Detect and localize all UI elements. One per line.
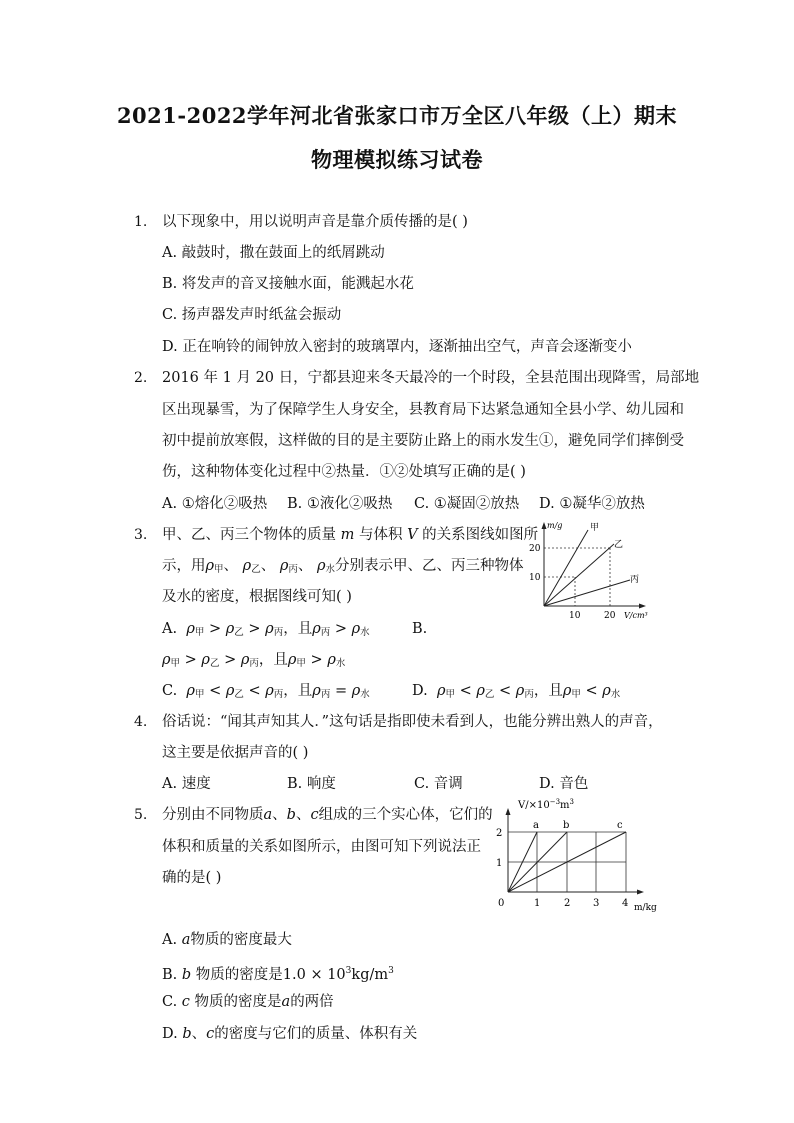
option-d: D. 正在响铃的闹钟放入密封的玻璃罩内，逐渐抽出空气，声音会逐渐变小 (162, 339, 632, 355)
question-stem-line: 及水的密度，根据图线可知( ) (162, 589, 352, 605)
question-stem-line: 分别由不同物质a、b、c组成的三个实心体，它们的 (162, 807, 493, 823)
option-c: C. 音调 (414, 776, 463, 792)
x-axis-arrow (639, 604, 646, 609)
option-c: C. ①凝固②放热 (414, 496, 520, 512)
option-b: B. 将发声的音叉接触水面，能溅起水花 (162, 276, 414, 292)
question-stem: 以下现象中，用以说明声音是靠介质传播的是( ) (162, 214, 468, 230)
question-stem-line: 区出现暴雪，为了保障学生人身安全，县教育局下达紧急通知全县小学、幼儿园和 (162, 402, 684, 418)
page-title-line1: 2021-2022学年河北省张家口市万全区八年级（上）期末 (116, 103, 678, 128)
question-number: 3. (134, 527, 148, 543)
y-tick-label: 20 (529, 544, 541, 554)
label-b: b (563, 820, 570, 831)
volume-mass-graph (492, 794, 672, 916)
x-axis-label: m/kg (634, 903, 657, 913)
x-tick-label: 4 (622, 898, 629, 909)
option-a: A. $\rho_甲 > \rho_乙 > \rho_丙$，且$\rho_丙 > \rho_水$ (162, 621, 370, 638)
option-b: B. ①液化②吸热 (287, 496, 393, 512)
option-c: C. $\rho_甲 < \rho_乙 < \rho_丙$，且$\rho_丙 = \rho_水$ (162, 683, 370, 700)
question-stem-line: 体积和质量的关系如图所示，由图可知下列说法正 (162, 839, 481, 855)
origin-label: 0 (498, 898, 505, 909)
option-d: D. ①凝华②放热 (539, 496, 645, 512)
question-stem-line: 伤，这种物体变化过程中②热量．①②处填写正确的是( ) (162, 464, 526, 480)
x-tick-label: 10 (569, 611, 581, 621)
label-a: a (533, 820, 539, 831)
line-yi (544, 544, 614, 606)
label-jia: 甲 (590, 523, 600, 533)
option-a: A. a物质的密度最大 (162, 932, 292, 948)
option-a: A. 速度 (162, 776, 211, 792)
question-number: 4. (134, 714, 148, 730)
x-tick-label: 3 (593, 898, 600, 909)
label-c: c (617, 820, 623, 831)
y-axis-arrow (542, 522, 547, 529)
label-bing: 丙 (630, 575, 640, 585)
question-stem-line: 这主要是依据声音的( ) (162, 745, 309, 761)
option-b: B. (412, 621, 428, 637)
option-d: D. b、c的密度与它们的质量、体积有关 (162, 1026, 418, 1042)
x-axis-arrow (637, 890, 644, 895)
option-c: C. c 物质的密度是a的两倍 (162, 994, 334, 1010)
y-tick-label: 2 (496, 828, 503, 839)
option-b-content: $\rho_甲 > \rho_乙 > \rho_丙$，且$\rho_甲 > \rho_水$ (162, 652, 346, 669)
option-a: A. ①熔化②吸热 (162, 496, 268, 512)
y-axis-label: m/g (547, 521, 563, 530)
question-stem-line: 甲、乙、丙三个物体的质量 m 与体积 V 的关系图线如图所 (162, 527, 539, 543)
question-stem-line: 2016 年 1 月 20 日，宁都县迎来冬天最冷的一个时段，全县范围出现降雪，局部地 (162, 370, 700, 386)
label-yi: 乙 (614, 540, 624, 550)
option-b: B. b 物质的密度是$1.0 \times 10^3kg/m^3$ (162, 966, 394, 983)
question-stem-line: 示，用$\rho_甲$、 $\rho_乙$、 $\rho_丙$、 $\rho_水$分别表示甲、乙、丙三种物体 (162, 558, 524, 575)
option-d: D. 音色 (539, 776, 589, 792)
question-number: 5. (134, 807, 148, 823)
x-axis-label: V/cm³ (624, 611, 648, 620)
y-tick-label: 1 (496, 858, 503, 869)
question-stem-line: 确的是( ) (162, 870, 222, 886)
option-c: C. 扬声器发声时纸盆会振动 (162, 307, 342, 323)
y-tick-label: 10 (529, 573, 541, 583)
option-a: A. 敲鼓时，撒在鼓面上的纸屑跳动 (162, 245, 385, 261)
question-stem-line: 初中提前放寒假，这样做的目的是主要防止路上的雨水发生①，避免同学们摔倒受 (162, 433, 684, 449)
question-stem-line: 俗话说：“闻其声知其人．”这句话是指即使未看到人，也能分辨出熟人的声音， (162, 714, 663, 730)
option-b: B. 响度 (287, 776, 336, 792)
question-number: 2. (134, 370, 148, 386)
question-number: 1. (134, 214, 148, 230)
y-axis-arrow (506, 808, 511, 815)
mass-volume-graph (526, 518, 654, 626)
option-d: D. $\rho_甲 < \rho_乙 < \rho_丙$，且$\rho_甲 < \rho_水$ (412, 683, 621, 700)
y-axis-label: $V/\times 10^{-3}m^3$ (518, 798, 574, 811)
x-tick-label: 2 (564, 898, 571, 909)
page-title-line2: 物理模拟练习试卷 (311, 147, 483, 172)
x-tick-label: 1 (534, 898, 541, 909)
x-tick-label: 20 (604, 611, 616, 621)
